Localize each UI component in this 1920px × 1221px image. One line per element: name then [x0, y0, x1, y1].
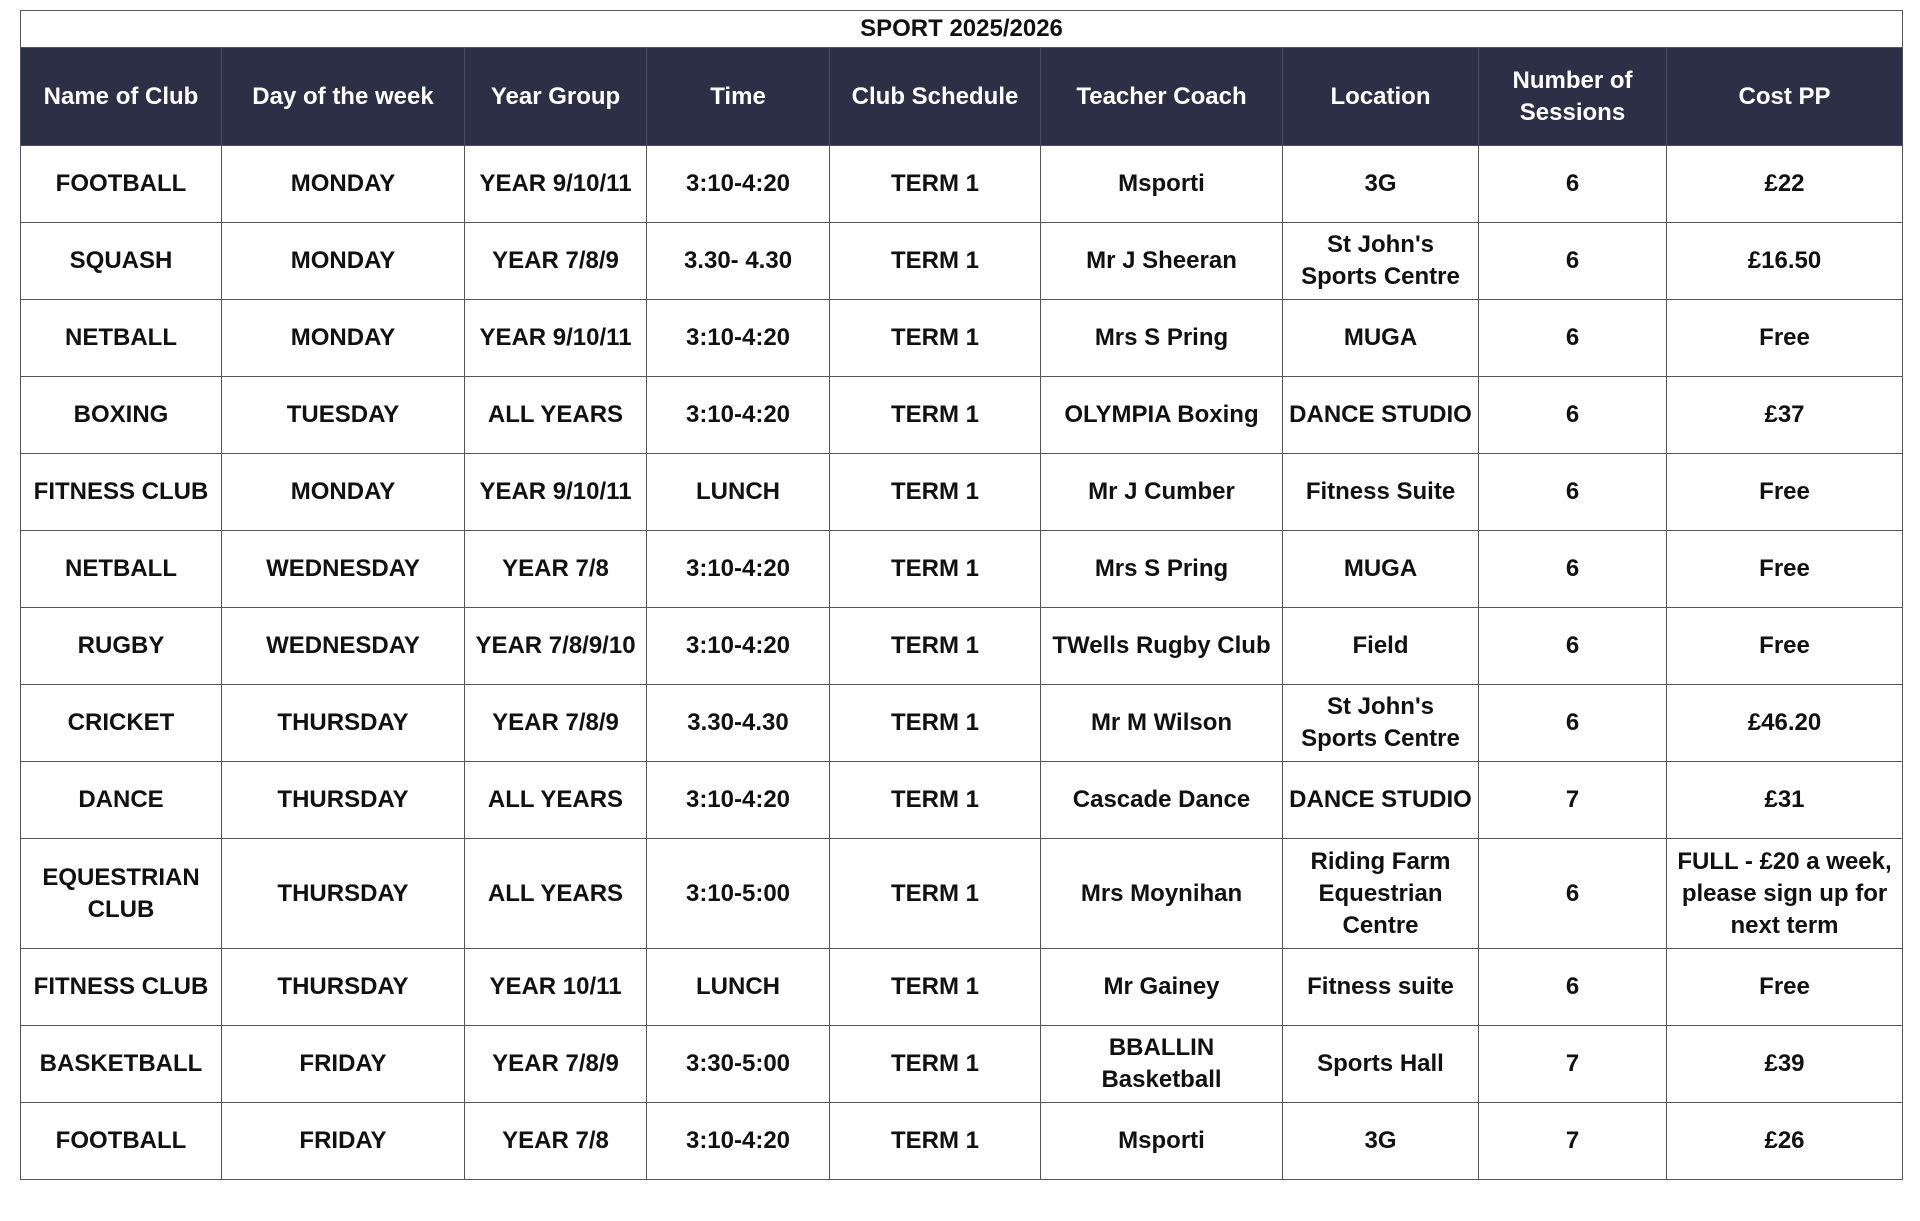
- cell-club-name: FITNESS CLUB: [21, 949, 222, 1026]
- cell-club-schedule: TERM 1: [830, 685, 1041, 762]
- table-row: [21, 531, 1903, 608]
- cell-time: 3:10-4:20: [647, 531, 830, 608]
- cell-club-schedule: TERM 1: [830, 608, 1041, 685]
- cell-time: 3.30- 4.30: [647, 223, 830, 300]
- column-header-time: Time: [647, 48, 830, 146]
- cell-time: 3.30-4.30: [647, 685, 830, 762]
- cell-day: THURSDAY: [222, 839, 465, 949]
- cell-day: THURSDAY: [222, 762, 465, 839]
- cell-sessions: 6: [1479, 531, 1667, 608]
- cell-club-schedule: TERM 1: [830, 839, 1041, 949]
- column-header-location: Location: [1283, 48, 1479, 146]
- cell-sessions: 6: [1479, 377, 1667, 454]
- table-row: [21, 839, 1903, 949]
- table-row: [21, 223, 1903, 300]
- table-row: [21, 685, 1903, 762]
- cell-year-group: ALL YEARS: [465, 762, 647, 839]
- cell-year-group: YEAR 9/10/11: [465, 146, 647, 223]
- cell-sessions: 6: [1479, 300, 1667, 377]
- cell-cost: FULL - £20 a week, please sign up for next term: [1667, 839, 1903, 949]
- table-row: [21, 762, 1903, 839]
- column-header-club-schedule: Club Schedule: [830, 48, 1041, 146]
- cell-cost: Free: [1667, 608, 1903, 685]
- cell-sessions: 6: [1479, 223, 1667, 300]
- cell-teacher-coach: Msporti: [1041, 146, 1283, 223]
- table-row: [21, 949, 1903, 1026]
- cell-location: 3G: [1283, 146, 1479, 223]
- cell-teacher-coach: Cascade Dance: [1041, 762, 1283, 839]
- cell-club-name: BOXING: [21, 377, 222, 454]
- cell-club-schedule: TERM 1: [830, 531, 1041, 608]
- cell-location: MUGA: [1283, 531, 1479, 608]
- cell-time: 3:10-4:20: [647, 300, 830, 377]
- cell-day: FRIDAY: [222, 1026, 465, 1103]
- table-title: SPORT 2025/2026: [21, 11, 1903, 48]
- cell-year-group: ALL YEARS: [465, 377, 647, 454]
- cell-teacher-coach: OLYMPIA Boxing: [1041, 377, 1283, 454]
- cell-cost: £22: [1667, 146, 1903, 223]
- cell-day: MONDAY: [222, 454, 465, 531]
- cell-club-schedule: TERM 1: [830, 377, 1041, 454]
- cell-teacher-coach: Mrs S Pring: [1041, 531, 1283, 608]
- cell-club-schedule: TERM 1: [830, 454, 1041, 531]
- cell-location: Fitness suite: [1283, 949, 1479, 1026]
- table-body: [21, 146, 1903, 1180]
- cell-club-name: EQUESTRIAN CLUB: [21, 839, 222, 949]
- cell-cost: £46.20: [1667, 685, 1903, 762]
- cell-year-group: YEAR 9/10/11: [465, 454, 647, 531]
- cell-year-group: YEAR 7/8: [465, 1103, 647, 1180]
- cell-time: 3:30-5:00: [647, 1026, 830, 1103]
- cell-year-group: YEAR 7/8/9: [465, 1026, 647, 1103]
- table-row: [21, 454, 1903, 531]
- cell-teacher-coach: Mr M Wilson: [1041, 685, 1283, 762]
- cell-year-group: YEAR 9/10/11: [465, 300, 647, 377]
- cell-time: 3:10-4:20: [647, 1103, 830, 1180]
- cell-year-group: YEAR 7/8/9: [465, 223, 647, 300]
- table-row: [21, 1026, 1903, 1103]
- cell-location: Field: [1283, 608, 1479, 685]
- cell-sessions: 6: [1479, 454, 1667, 531]
- cell-cost: £39: [1667, 1026, 1903, 1103]
- cell-club-schedule: TERM 1: [830, 949, 1041, 1026]
- column-header-row: [21, 48, 1903, 146]
- cell-club-schedule: TERM 1: [830, 762, 1041, 839]
- cell-day: TUESDAY: [222, 377, 465, 454]
- cell-teacher-coach: TWells Rugby Club: [1041, 608, 1283, 685]
- cell-day: MONDAY: [222, 223, 465, 300]
- cell-location: Sports Hall: [1283, 1026, 1479, 1103]
- cell-sessions: 6: [1479, 146, 1667, 223]
- column-header-name-of-club: Name of Club: [21, 48, 222, 146]
- cell-club-schedule: TERM 1: [830, 1103, 1041, 1180]
- cell-club-schedule: TERM 1: [830, 1026, 1041, 1103]
- cell-teacher-coach: BBALLIN Basketball: [1041, 1026, 1283, 1103]
- column-header-cost-pp: Cost PP: [1667, 48, 1903, 146]
- table-row: [21, 608, 1903, 685]
- column-header-number-of-sessions: Number of Sessions: [1479, 48, 1667, 146]
- cell-club-name: NETBALL: [21, 300, 222, 377]
- cell-location: St John's Sports Centre: [1283, 685, 1479, 762]
- cell-cost: £26: [1667, 1103, 1903, 1180]
- cell-year-group: ALL YEARS: [465, 839, 647, 949]
- table-row: [21, 1103, 1903, 1180]
- cell-club-name: SQUASH: [21, 223, 222, 300]
- cell-year-group: YEAR 7/8: [465, 531, 647, 608]
- column-header-year-group: Year Group: [465, 48, 647, 146]
- cell-location: DANCE STUDIO: [1283, 762, 1479, 839]
- cell-year-group: YEAR 10/11: [465, 949, 647, 1026]
- cell-time: 3:10-4:20: [647, 146, 830, 223]
- cell-teacher-coach: Mr Gainey: [1041, 949, 1283, 1026]
- cell-location: DANCE STUDIO: [1283, 377, 1479, 454]
- cell-time: 3:10-5:00: [647, 839, 830, 949]
- cell-location: 3G: [1283, 1103, 1479, 1180]
- cell-club-schedule: TERM 1: [830, 300, 1041, 377]
- cell-sessions: 7: [1479, 1026, 1667, 1103]
- cell-club-name: FOOTBALL: [21, 1103, 222, 1180]
- cell-day: MONDAY: [222, 300, 465, 377]
- cell-club-name: FITNESS CLUB: [21, 454, 222, 531]
- cell-teacher-coach: Mr J Cumber: [1041, 454, 1283, 531]
- cell-cost: £37: [1667, 377, 1903, 454]
- cell-time: LUNCH: [647, 949, 830, 1026]
- cell-location: Riding Farm Equestrian Centre: [1283, 839, 1479, 949]
- cell-club-name: FOOTBALL: [21, 146, 222, 223]
- column-header-teacher-coach: Teacher Coach: [1041, 48, 1283, 146]
- cell-club-name: CRICKET: [21, 685, 222, 762]
- cell-day: FRIDAY: [222, 1103, 465, 1180]
- cell-club-name: RUGBY: [21, 608, 222, 685]
- cell-cost: £16.50: [1667, 223, 1903, 300]
- table-row: [21, 146, 1903, 223]
- cell-sessions: 6: [1479, 608, 1667, 685]
- cell-location: St John's Sports Centre: [1283, 223, 1479, 300]
- cell-day: THURSDAY: [222, 949, 465, 1026]
- cell-time: 3:10-4:20: [647, 608, 830, 685]
- cell-club-name: DANCE: [21, 762, 222, 839]
- cell-cost: £31: [1667, 762, 1903, 839]
- cell-day: MONDAY: [222, 146, 465, 223]
- table-row: [21, 377, 1903, 454]
- cell-sessions: 6: [1479, 685, 1667, 762]
- cell-year-group: YEAR 7/8/9/10: [465, 608, 647, 685]
- cell-day: WEDNESDAY: [222, 608, 465, 685]
- cell-club-schedule: TERM 1: [830, 223, 1041, 300]
- cell-teacher-coach: Msporti: [1041, 1103, 1283, 1180]
- table-row: [21, 300, 1903, 377]
- cell-cost: Free: [1667, 454, 1903, 531]
- cell-sessions: 7: [1479, 1103, 1667, 1180]
- cell-teacher-coach: Mr J Sheeran: [1041, 223, 1283, 300]
- cell-day: THURSDAY: [222, 685, 465, 762]
- cell-year-group: YEAR 7/8/9: [465, 685, 647, 762]
- cell-time: 3:10-4:20: [647, 377, 830, 454]
- cell-club-schedule: TERM 1: [830, 146, 1041, 223]
- cell-cost: Free: [1667, 949, 1903, 1026]
- cell-day: WEDNESDAY: [222, 531, 465, 608]
- cell-club-name: NETBALL: [21, 531, 222, 608]
- column-header-day: Day of the week: [222, 48, 465, 146]
- cell-cost: Free: [1667, 531, 1903, 608]
- cell-sessions: 6: [1479, 839, 1667, 949]
- cell-teacher-coach: Mrs Moynihan: [1041, 839, 1283, 949]
- cell-cost: Free: [1667, 300, 1903, 377]
- cell-club-name: BASKETBALL: [21, 1026, 222, 1103]
- cell-teacher-coach: Mrs S Pring: [1041, 300, 1283, 377]
- cell-sessions: 7: [1479, 762, 1667, 839]
- sport-schedule-sheet: [20, 10, 1902, 1180]
- cell-time: 3:10-4:20: [647, 762, 830, 839]
- cell-location: Fitness Suite: [1283, 454, 1479, 531]
- cell-time: LUNCH: [647, 454, 830, 531]
- cell-sessions: 6: [1479, 949, 1667, 1026]
- sport-schedule-table: [20, 10, 1903, 1180]
- cell-location: MUGA: [1283, 300, 1479, 377]
